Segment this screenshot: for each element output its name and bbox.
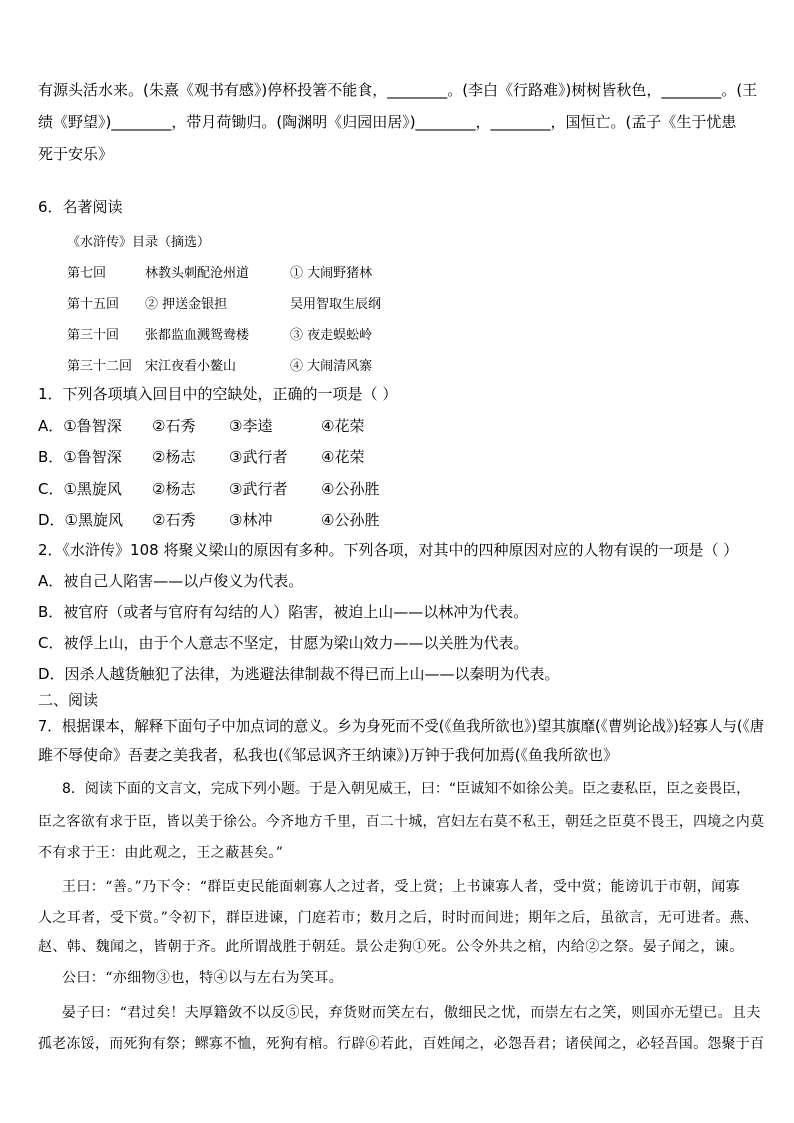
option-b-1: B．①鲁智深 <box>38 448 122 466</box>
option-b-2: ②杨志 <box>152 448 196 466</box>
option-a-2: ②石秀 <box>152 417 196 435</box>
toc-chapter: 第三十二回 <box>67 359 133 374</box>
toc-left-title: 林教头刺配沧州道 <box>145 266 250 281</box>
option-b-4: ④花荣 <box>321 448 365 466</box>
toc-chapter: 第十五回 <box>67 297 120 312</box>
q8-line-3: 不有求于王：由此观之，王之蔽甚矣。” <box>38 845 284 861</box>
option-c-2: ②杨志 <box>152 480 196 498</box>
option-c-1: C．①黑旋风 <box>38 480 122 498</box>
toc-title: 《水浒传》目录（摘选） <box>67 235 211 250</box>
q8-line-5: 人之耳者，受下赏。”令初下，群臣进谏，门庭若市；数月之后，时时而间进；期年之后，虽欲言，无可进者。燕、 <box>38 910 759 926</box>
option-a-4: ④花荣 <box>321 417 365 435</box>
q6-sub2-option-c: C．被俘上山，由于个人意志不坚定，甘愿为梁山效力——以关胜为代表。 <box>38 634 529 652</box>
toc-left-title: 宋江夜看小鳌山 <box>145 359 237 374</box>
section-heading: 二、阅读 <box>38 691 99 709</box>
q6-sub2-option-d: D．因杀人越货触犯了法律，为逃避法律制裁不得已而上山——以秦明为代表。 <box>38 665 560 683</box>
option-d-4: ④公孙胜 <box>321 511 380 529</box>
toc-right-title: ③ 夜走蜈蚣岭 <box>290 328 373 343</box>
poem-fill-line-3: 死于安乐》 <box>38 145 114 163</box>
q6-heading: 6．名著阅读 <box>38 198 123 216</box>
toc-right-title: ④ 大闹清风寨 <box>290 359 373 374</box>
option-d-1: D．①黑旋风 <box>38 511 123 529</box>
q8-line-1: 8．阅读下面的文言文，完成下列小题。于是入朝见威王，曰：“臣诚知不如徐公美。臣之妻私臣，臣之妾畏臣， <box>62 781 751 797</box>
toc-chapter: 第七回 <box>67 266 107 281</box>
q6-sub2-option-a: A．被自己人陷害——以卢俊义为代表。 <box>38 572 304 590</box>
option-a-1: A．①鲁智深 <box>38 417 122 435</box>
toc-chapter: 第三十回 <box>67 328 120 343</box>
option-c-3: ③武行者 <box>229 480 288 498</box>
q6-sub2-option-b: B．被官府（或者与官府有勾结的人）陷害，被迫上山——以林冲为代表。 <box>38 603 529 621</box>
q8-line-6: 赵、韩、魏闻之，皆朝于齐。此所谓战胜于朝廷。景公走狗①死。公令外共之棺，内给②之祭。晏子闻之，谏。 <box>38 939 744 955</box>
option-a-3: ③李逵 <box>229 417 273 435</box>
q8-line-7: 公曰：“亦细物③也，特④以与左右为笑耳。 <box>62 970 344 986</box>
q7-line-2: 雎不辱使命》吾妻之美我者，私我也(《邹忌讽齐王纳谏》)万钟于我何加焉(《鱼我所欲也》 <box>38 746 619 764</box>
q6-sub2-stem: 2．《水浒传》108 将聚义梁山的原因有多种。下列各项，对其中的四种原因对应的人物有误的一项是（ ） <box>38 541 739 559</box>
option-c-4: ④公孙胜 <box>321 480 380 498</box>
q6-sub1-stem: 1．下列各项填入回目中的空缺处，正确的一项是（ ） <box>38 385 398 403</box>
toc-left-title: 张都监血溅鸳鸯楼 <box>145 328 250 343</box>
q8-line-4: 王曰：“善。”乃下令：“群臣吏民能面刺寡人之过者，受上赏；上书谏寡人者，受中赏；能谤讥于市朝，闻寡 <box>62 879 741 895</box>
option-d-2: ②石秀 <box>152 511 196 529</box>
q7-line-1: 7．根据课本，解释下面句子中加点词的意义。乡为身死而不受(《鱼我所欲也》)望其旗靡(《曹刿论战》)轻寡人与(《唐 <box>38 717 765 735</box>
option-b-3: ③武行者 <box>229 448 288 466</box>
toc-right-title: 吴用智取生辰纲 <box>290 297 382 312</box>
q8-line-8: 晏子曰：“君过矣！夫厚籍敛不以反⑤民，弃货财而笑左右，傲细民之忧，而崇左右之笑，则国亦无望已。且夫 <box>62 1005 761 1021</box>
q8-line-2: 臣之客欲有求于臣，皆以美于徐公。今齐地方千里，百二十城，宫妇左右莫不私王，朝廷之臣莫不畏王，四境之内莫 <box>38 814 765 830</box>
poem-fill-line-2: 绩《野望》)________，带月荷锄归。(陶渊明《归园田居》)________，________，国恒亡。(孟子《生于忧患 <box>38 113 737 131</box>
option-d-3: ③林冲 <box>229 511 273 529</box>
poem-fill-line-1: 有源头活水来。(朱熹《观书有感》)停杯投箸不能食，________。(李白《行路难》)树树皆秋色，________。(王 <box>38 81 758 99</box>
q8-line-9: 孤老冻馁，而死狗有祭；鳏寡不恤，死狗有棺。行辟⑥若此，百姓闻之，必怨吾君；诸侯闻之，必轻吾国。怨聚于百 <box>38 1036 765 1052</box>
toc-left-title: ② 押送金银担 <box>145 297 228 312</box>
toc-right-title: ① 大闹野猪林 <box>290 266 373 281</box>
